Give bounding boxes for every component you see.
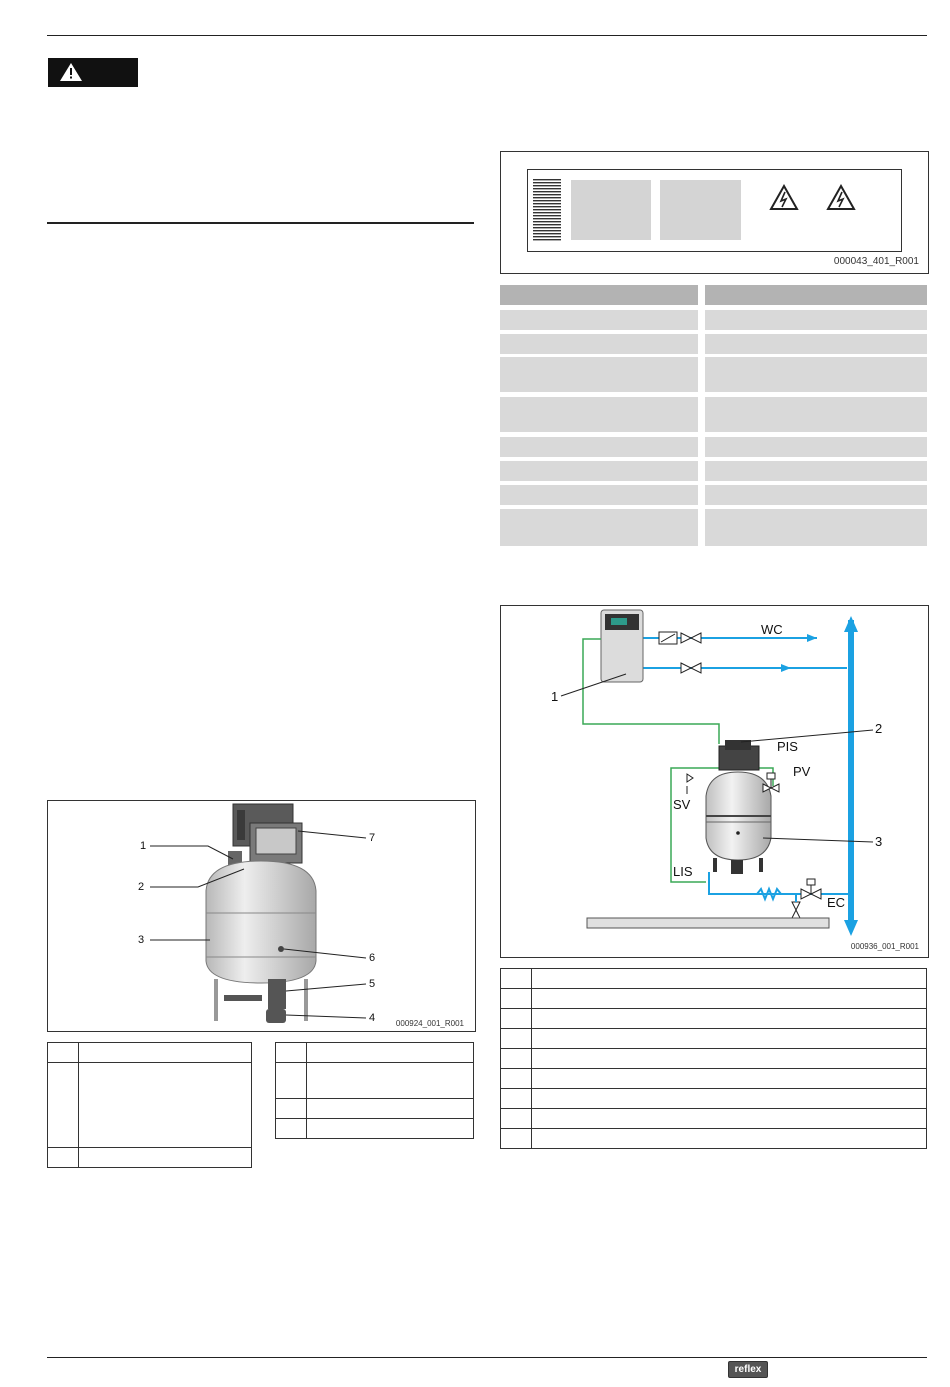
legend-row — [48, 1148, 252, 1168]
spec-table-row — [500, 334, 927, 354]
label-wc: WC — [761, 622, 783, 637]
figure-code: 000043_401_R001 — [833, 256, 919, 267]
legend-row — [501, 1009, 927, 1029]
label-sv: SV — [673, 797, 691, 812]
legend-row — [501, 1129, 927, 1149]
callout-4: 4 — [369, 1012, 376, 1024]
legend-row — [501, 1029, 927, 1049]
nameplate-field-2 — [660, 180, 741, 240]
schematic-figure — [500, 605, 929, 958]
legend-row — [276, 1043, 474, 1063]
spec-table-row — [500, 485, 927, 505]
callout-1: 1 — [551, 689, 559, 704]
figure-code: 000936_001_R001 — [850, 942, 919, 951]
label-pv: PV — [793, 764, 811, 779]
spec-table-row — [500, 509, 927, 546]
legend-row — [276, 1063, 474, 1099]
brand-logo: reflex — [728, 1361, 768, 1378]
nameplate-field-1 — [571, 180, 651, 240]
callout-3: 3 — [138, 934, 145, 946]
spec-table-row — [500, 461, 927, 481]
legend-table-right — [275, 1042, 474, 1139]
legend-table-left — [47, 1042, 252, 1168]
legend-row — [501, 1069, 927, 1089]
barcode-graphic — [533, 179, 561, 243]
nameplate-figure — [500, 151, 929, 274]
legend-row — [501, 989, 927, 1009]
callout-1: 1 — [140, 840, 147, 852]
expansion-vessel-illustration — [48, 801, 475, 1031]
callout-3: 3 — [875, 834, 883, 849]
warning-badge — [48, 58, 138, 87]
footer-rule — [47, 1357, 927, 1358]
spec-table-header — [500, 285, 927, 305]
spec-table-row — [500, 437, 927, 457]
section-rule — [47, 222, 474, 224]
product-figure — [47, 800, 476, 1032]
spec-table — [500, 285, 927, 547]
label-lis: LIS — [673, 864, 693, 879]
legend-row — [276, 1119, 474, 1139]
legend-row — [276, 1099, 474, 1119]
warning-triangle-icon — [59, 62, 83, 82]
label-pis: PIS — [777, 739, 798, 754]
spec-table-row — [500, 397, 927, 432]
callout-6: 6 — [369, 952, 376, 964]
spec-table-row — [500, 310, 927, 330]
label-ec: EC — [827, 895, 846, 910]
system-schematic — [501, 606, 928, 957]
legend-row — [48, 1043, 252, 1063]
spec-table-row — [500, 357, 927, 392]
legend-row — [48, 1063, 252, 1148]
legend-row — [501, 1089, 927, 1109]
callout-2: 2 — [138, 881, 145, 893]
schematic-legend-table — [500, 968, 927, 1149]
header-rule — [47, 35, 927, 36]
callout-7: 7 — [369, 832, 376, 844]
callout-2: 2 — [875, 721, 883, 736]
high-voltage-warning-icon — [769, 184, 799, 211]
callout-5: 5 — [369, 978, 376, 990]
legend-row — [501, 1049, 927, 1069]
legend-row — [501, 969, 927, 989]
legend-row — [501, 1109, 927, 1129]
figure-code: 000924_001_R001 — [395, 1019, 464, 1028]
high-voltage-warning-icon — [826, 184, 856, 211]
nameplate-label — [527, 169, 902, 252]
